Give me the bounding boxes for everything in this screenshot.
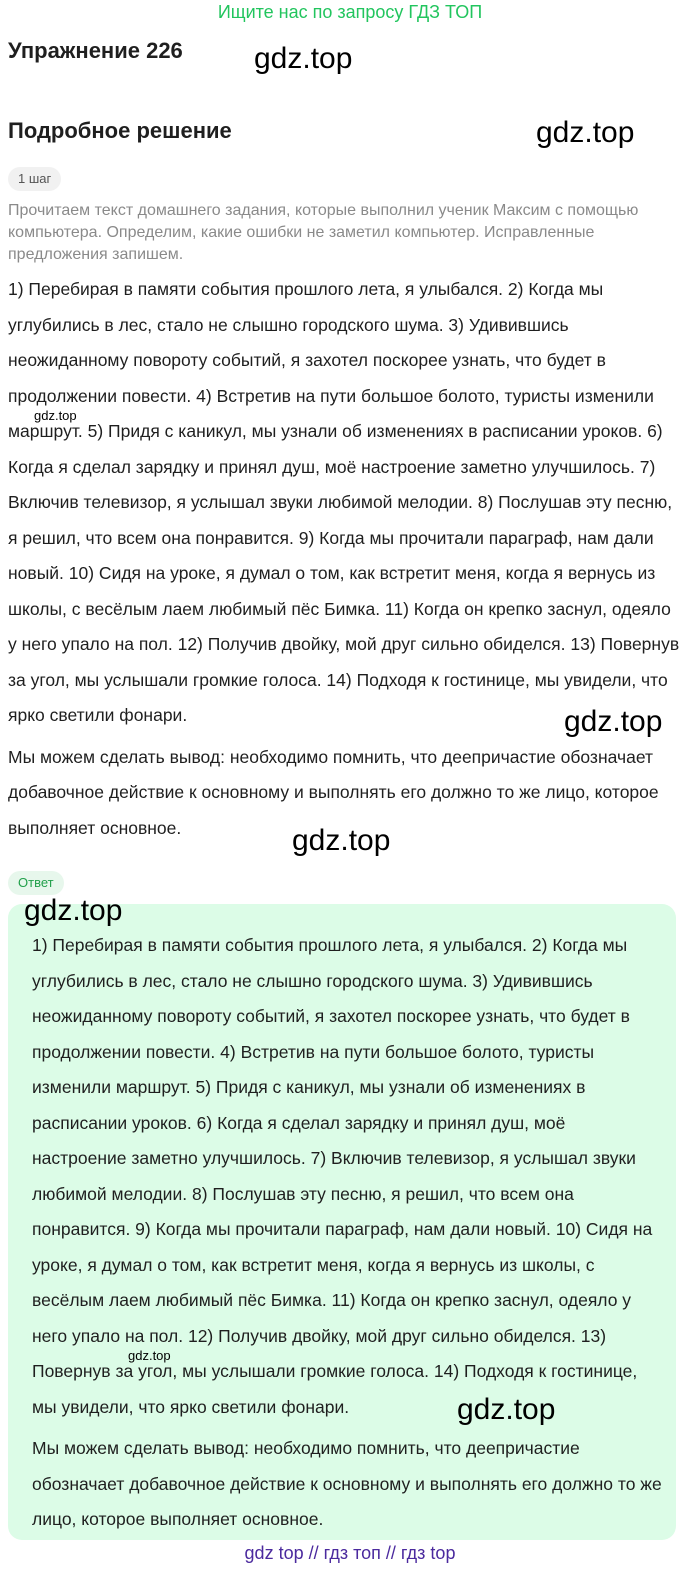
watermark: gdz.top	[128, 1348, 171, 1363]
solution-content	[8, 272, 683, 852]
watermark: gdz.top	[536, 116, 635, 149]
answer-conclusion: Мы можем сделать вывод: необходимо помнить, что деепричастие обозначает добавочное действие к основному и выполнять его должно то же лицо, которое выполняет основное.	[32, 1438, 662, 1529]
watermark: gdz.top	[292, 824, 391, 857]
answer-badge: Ответ	[8, 871, 64, 895]
solution-text: 1) Перебирая в памяти события прошлого лета, я улыбался. 2) Когда мы углубились в лес, стало не слышно городского шума. 3) Удивившись неожиданному повороту событий, я захотел поскорее узнать, что будет в продолжении повести. 4) Встретив на пути большое болото, туристы изменили маршрут. 5) Придя с каникул, мы узнали об изменениях в расписании уроков. 6) Когда я сделал зарядку и принял душ, моё настроение заметно улучшилось. 7) Включив телевизор, я услышал звуки любимой мелодии. 8) Послушав эту песню, я решил, что всем она понравится. 9) Когда мы прочитали параграф, нам дали новый. 10) Сидя на уроке, я думал о том, как встретит меня, когда я вернусь из школы, с весёлым лаем любимый пёс Бимка. 11) Когда он крепко заснул, одеяло у него упало на пол. 12) Получив двойку, мой друг сильно обиделся. 13) Повернув за угол, мы услышали громкие голоса. 14) Подходя к гостинице, мы увидели, что ярко светили фонари.	[8, 279, 680, 725]
section-title: Подробное решение	[8, 118, 232, 143]
answer-content	[32, 928, 664, 1544]
footer-links[interactable]: gdz top // гдз топ // гдз top	[244, 1543, 456, 1563]
exercise-title: Упражнение 226	[8, 38, 183, 63]
watermark: gdz.top	[24, 894, 123, 927]
watermark: gdz.top	[34, 408, 77, 423]
watermark: gdz.top	[254, 42, 353, 75]
step-badge: 1 шаг	[8, 167, 61, 191]
answer-text: 1) Перебирая в памяти события прошлого лета, я улыбался. 2) Когда мы углубились в лес, стало не слышно городского шума. 3) Удивившись неожиданному повороту событий, я захотел поскорее узнать, что будет в продолжении повести. 4) Встретив на пути большое болото, туристы изменили маршрут. 5) Придя с каникул, мы узнали об изменениях в расписании уроков. 6) Когда я сделал зарядку и принял душ, моё настроение заметно улучшилось. 7) Включив телевизор, я услышал звуки любимой мелодии. 8) Послушав эту песню, я решил, что всем она понравится. 9) Когда мы прочитали параграф, нам дали новый. 10) Сидя на уроке, я думал о том, как встретит меня, когда я вернусь из школы, с весёлым лаем любимый пёс Бимка. 11) Когда он крепко заснул, одеяло у него упало на пол. 12) Получив двойку, мой друг сильно обиделся. 13) Повернув за угол, мы услышали громкие голоса. 14) Подходя к гостинице, мы увидели, что ярко светили фонари.	[32, 935, 653, 1417]
search-banner[interactable]: Ищите нас по запросу ГДЗ ТОП	[217, 2, 483, 22]
watermark: gdz.top	[564, 705, 663, 738]
conclusion-text: Мы можем сделать вывод: необходимо помнить, что деепричастие обозначает добавочное действие к основному и выполнять его должно то же лицо, которое выполняет основное.	[8, 746, 659, 838]
watermark: gdz.top	[457, 1393, 556, 1426]
intro-text: Прочитаем текст домашнего задания, которые выполнил ученик Максим с помощью компьютера. Определим, какие ошибки не заметил компьютер. Исправленные предложения запишем.	[8, 202, 639, 263]
